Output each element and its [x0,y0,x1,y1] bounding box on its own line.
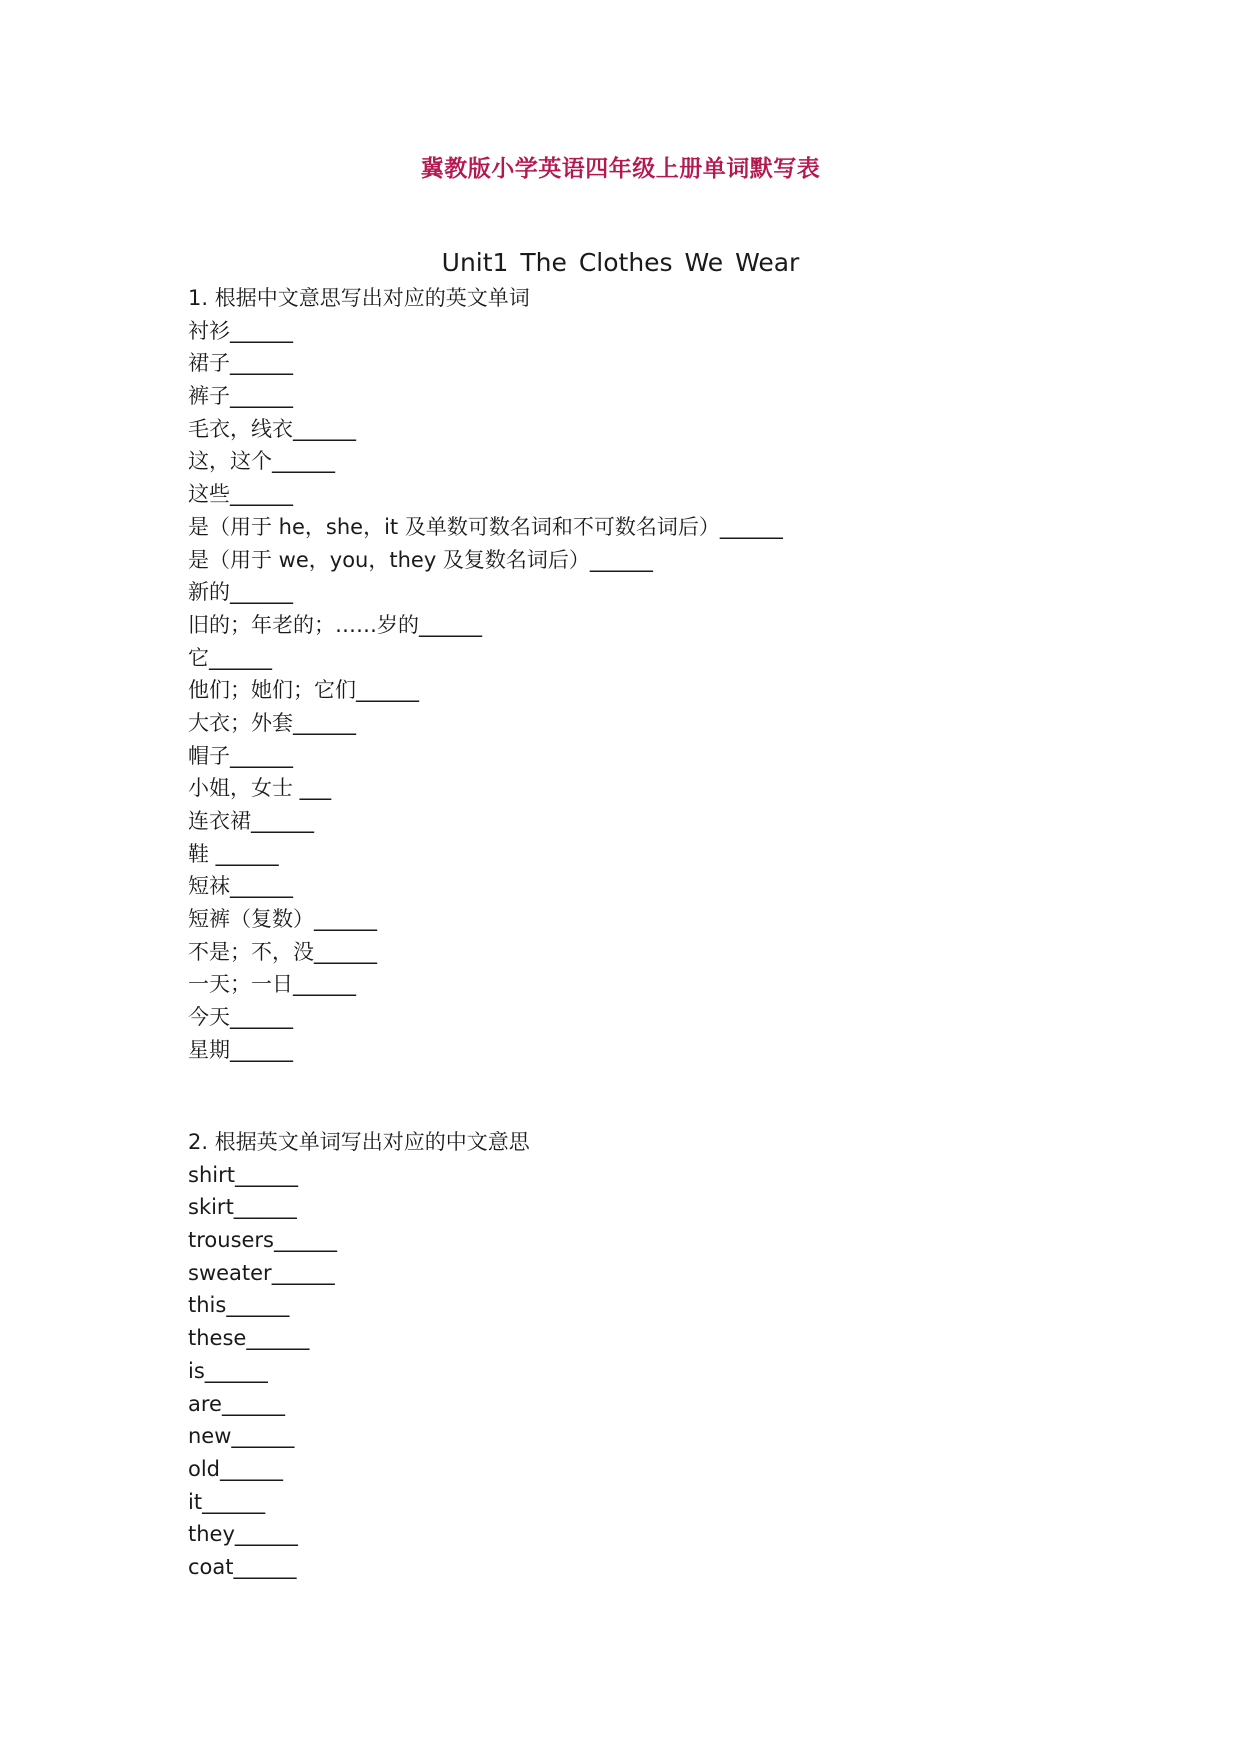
exercise-item: 旧的；年老的；……岁的______ [188,612,482,637]
unit-title: Unit1 The Clothes We Wear [441,248,800,277]
exercise-item: 毛衣，线衣______ [188,416,356,441]
exercise-item: 衬衫______ [188,318,293,343]
exercise-item: is______ [188,1358,268,1383]
document-title: 冀教版小学英语四年级上册单词默写表 [420,156,821,182]
section-chinese-to-english [188,282,783,1067]
exercise-item: these______ [188,1326,310,1351]
exercise-item: 小姐，女士 ___ [188,776,332,801]
section-heading: 2. 根据英文单词写出对应的中文意思 [188,1130,530,1154]
exercise-item: 今天______ [188,1005,293,1030]
exercise-item: 大衣；外套______ [188,710,356,735]
exercise-item: 帽子______ [188,743,293,768]
exercise-item: coat______ [188,1554,297,1579]
exercise-item: 一天；一日______ [188,972,356,997]
exercise-item: 这，这个______ [188,449,335,474]
exercise-item: old______ [188,1456,284,1481]
exercise-item: 新的______ [188,580,293,605]
exercise-item: 是（用于 we，you，they 及复数名词后）______ [188,547,653,572]
exercise-item: are______ [188,1391,285,1416]
exercise-item: 是（用于 he，she，it 及单数可数名词和不可数名词后）______ [188,514,783,539]
exercise-item: this______ [188,1293,290,1318]
exercise-item: 裤子______ [188,384,293,409]
exercise-item: new______ [188,1424,295,1449]
exercise-item: trousers______ [188,1228,337,1253]
exercise-item: it______ [188,1489,266,1514]
exercise-item: 短裤（复数）______ [188,907,377,932]
exercise-item: 它______ [188,645,272,670]
exercise-item: shirt______ [188,1162,298,1187]
exercise-item: 裙子______ [188,351,293,376]
section-english-to-chinese [188,1126,530,1584]
exercise-item: 他们；她们；它们______ [188,678,419,703]
exercise-item: 这些______ [188,482,293,507]
exercise-item: 连衣裙______ [188,809,314,833]
exercise-item: 鞋 ______ [188,841,279,866]
section-heading: 1. 根据中文意思写出对应的英文单词 [188,286,530,310]
exercise-item: skirt______ [188,1195,297,1220]
exercise-item: 不是；不，没______ [188,939,377,964]
exercise-item: sweater______ [188,1260,335,1285]
exercise-item: they______ [188,1522,298,1547]
exercise-item: 星期______ [188,1037,293,1062]
exercise-item: 短袜______ [188,874,293,899]
